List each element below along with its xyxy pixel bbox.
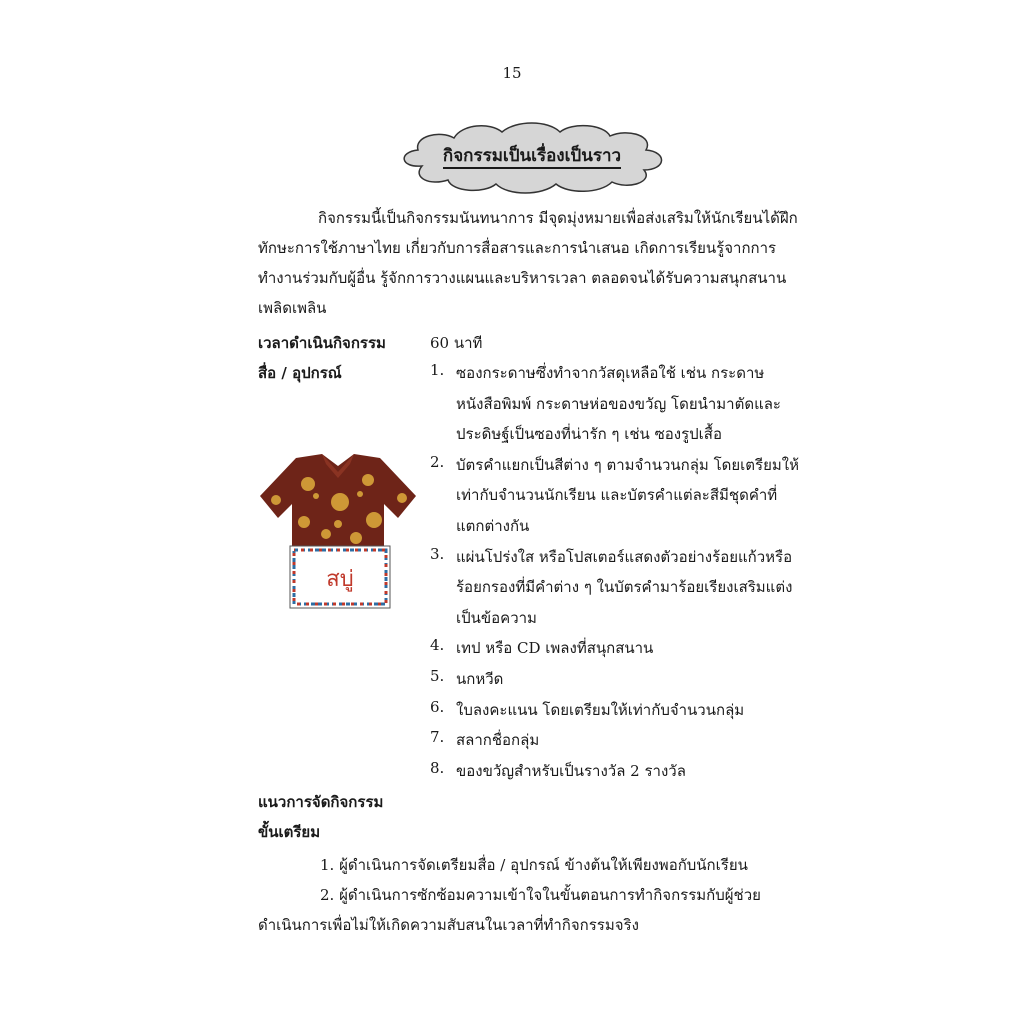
- material-item-text: นกหวีด: [456, 670, 504, 688]
- duration-label: เวลาดำเนินกิจกรรม: [258, 334, 386, 352]
- material-item-number: 2.: [430, 452, 445, 471]
- material-item-text: บัตรคำแยกเป็นสีต่าง ๆ ตามจำนวนกลุ่ม โดยเตรียมให้: [456, 455, 799, 474]
- material-item-number: 4.: [430, 636, 445, 655]
- duration-value: 60 นาที: [430, 334, 483, 352]
- materials-label: สื่อ / อุปกรณ์: [258, 364, 342, 382]
- page-number: 15: [502, 64, 522, 82]
- procedure-heading: แนวการจัดกิจกรรม: [258, 793, 384, 811]
- material-item-text: ประดิษฐ์เป็นซองที่น่ารัก ๆ เช่น ซองรูปเสื้อ: [456, 425, 722, 444]
- material-item-text: ใบลงคะแนน โดยเตรียมให้เท่ากับจำนวนกลุ่ม: [456, 700, 745, 719]
- prep-step-1: 1. ผู้ดำเนินการจัดเตรียมสื่อ / อุปกรณ์ ข้างต้นให้เพียงพอกับนักเรียน: [320, 856, 748, 874]
- prep-step-2: 2. ผู้ดำเนินการซักซ้อมความเข้าใจในขั้นตอนการทำกิจกรรมกับผู้ช่วย: [320, 886, 761, 904]
- material-item-text: แผ่นโปร่งใส หรือโปสเตอร์แสดงตัวอย่างร้อยแก้วหรือ: [456, 547, 793, 566]
- material-item-number: 8.: [430, 758, 445, 777]
- material-item-text: หนังสือพิมพ์ กระดาษห่อของขวัญ โดยนำมาตัดและ: [456, 394, 781, 413]
- intro-line: เพลิดเพลิน: [258, 299, 327, 317]
- prep-steps: [258, 850, 798, 940]
- material-item-number: 3.: [430, 544, 445, 563]
- material-item-text: ร้อยกรองที่มีคำต่าง ๆ ในบัตรคำมาร้อยเรียงเสริมแต่ง: [456, 578, 793, 597]
- intro-line: ทักษะการใช้ภาษาไทย เกี่ยวกับการสื่อสารและการนำเสนอ เกิดการเรียนรู้จากการ: [258, 239, 777, 257]
- shirt-envelope-image: [256, 450, 421, 616]
- material-item-text: แตกต่างกัน: [456, 517, 530, 535]
- intro-line: กิจกรรมนี้เป็นกิจกรรมนันทนาการ มีจุดมุ่งหมายเพื่อส่งเสริมให้นักเรียนได้ฝึก: [318, 209, 798, 227]
- intro-line: ทำงานร่วมกับผู้อื่น รู้จักการวางแผนและบริหารเวลา ตลอดจนได้รับความสนุกสนาน: [258, 269, 787, 287]
- material-item-text: เทป หรือ CD เพลงที่สนุกสนาน: [456, 639, 654, 658]
- material-item-text: ของขวัญสำหรับเป็นรางวัล 2 รางวัล: [456, 761, 686, 780]
- intro-paragraph: [258, 203, 798, 323]
- card-word: สบู่: [326, 567, 354, 592]
- prep-heading: ขั้นเตรียม: [258, 823, 321, 841]
- material-item-number: 5.: [430, 667, 445, 685]
- material-item-text: เท่ากับจำนวนนักเรียน และบัตรคำแต่ละสีมีชุดคำที่: [456, 486, 778, 505]
- material-item-text: สลากชื่อกลุ่ม: [456, 731, 540, 750]
- material-item-text: ซองกระดาษซึ่งทำจากวัสดุเหลือใช้ เช่น กระดาษ: [456, 364, 765, 382]
- material-item-number: 1.: [430, 361, 445, 379]
- material-item-number: 6.: [430, 697, 445, 716]
- material-item-number: 7.: [430, 728, 445, 747]
- activity-title: กิจกรรมเป็นเรื่องเป็นราว: [392, 142, 672, 169]
- material-item-text: เป็นข้อความ: [456, 608, 537, 627]
- prep-step-2-continued: ดำเนินการเพื่อไม่ให้เกิดความสับสนในเวลาที่ทำกิจกรรมจริง: [258, 916, 639, 934]
- title-cloud: [392, 118, 672, 198]
